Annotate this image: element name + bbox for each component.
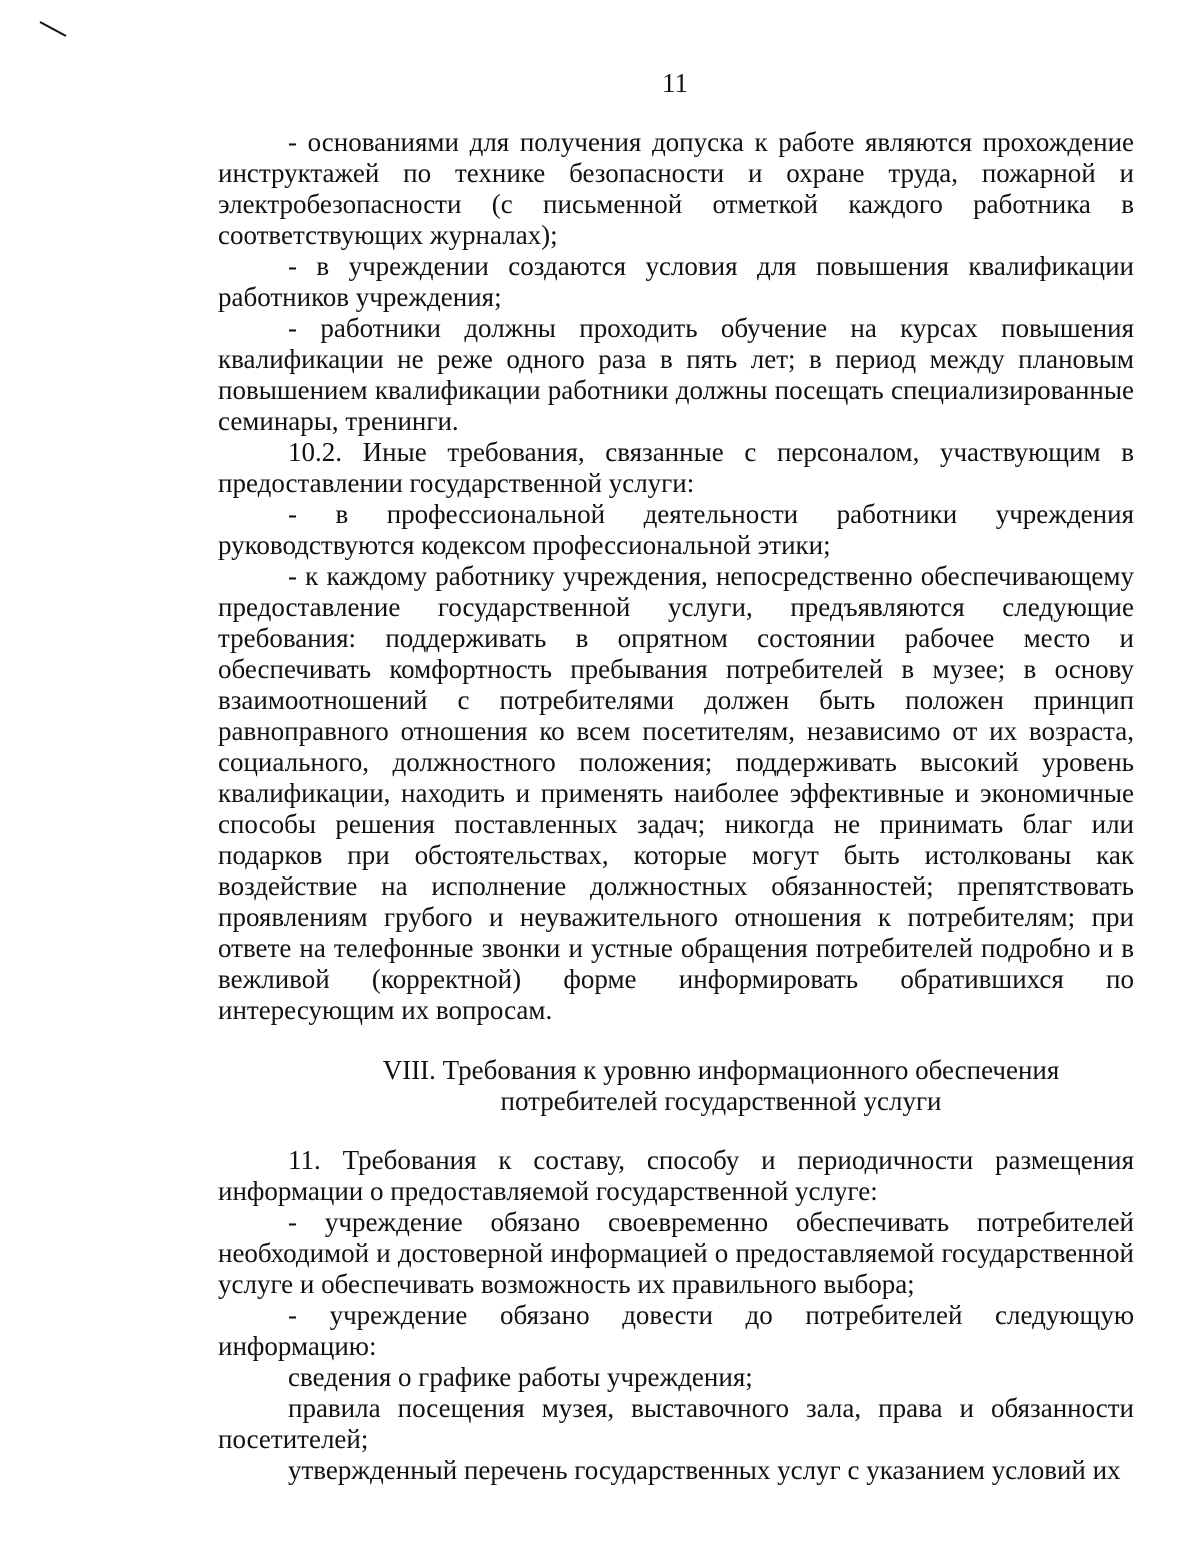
paragraph: 10.2. Иные требования, связанные с персоналом, участвующим в предоставлении государственной услуги: xyxy=(218,437,1134,498)
scan-mark-stroke xyxy=(38,20,68,38)
paragraph: - учреждение обязано своевременно обеспечивать потребителей необходимой и достоверной информацией о предоставляемой государственной услуге и обеспечивать возможность их правильного выбора; xyxy=(218,1207,1134,1299)
section-heading-line: VIII. Требования к уровню информационного обеспечения xyxy=(382,1055,1060,1085)
document-body xyxy=(218,127,1134,1486)
paragraph: - учреждение обязано довести до потребителей следующую информацию: xyxy=(218,1300,1134,1361)
paragraph: - к каждому работнику учреждения, непосредственно обеспечивающему предоставление государственной услуги, предъявляются следующие требования: поддерживать в опрятном состоянии рабочее место и обеспечивать комфортность пребывания потребителей в музее; в основу взаимоотношений с потребителями должен быть положен принцип равноправного отношения ко всем посетителям, независимо от их возраста, социального, должностного положения; поддерживать высокий уровень квалификации, находить и применять наиболее эффективные и экономичные способы решения поставленных задач; никогда не принимать благ или подарков при обстоятельствах, которые могут быть истолкованы как воздействие на исполнение должностных обязанностей; препятствовать проявлениям грубого и неуважительного отношения к потребителям; при ответе на телефонные звонки и устные обращения потребителей подробно и в вежливой (корректной) форме информировать обратившихся по интересующим их вопросам. xyxy=(218,561,1134,1025)
paragraph: - в профессиональной деятельности работники учреждения руководствуются кодексом профессиональной этики; xyxy=(218,499,1134,560)
paragraph: - работники должны проходить обучение на курсах повышения квалификации не реже одного раза в пять лет; в период между плановым повышением квалификации работники должны посещать специализированные семинары, тренинги. xyxy=(218,313,1134,436)
paragraph: правила посещения музея, выставочного зала, права и обязанности посетителей; xyxy=(218,1393,1134,1454)
section-heading-line: потребителей государственной услуги xyxy=(500,1086,942,1116)
paragraph: 11. Требования к составу, способу и периодичности размещения информации о предоставляемой государственной услуге: xyxy=(218,1145,1134,1206)
page-number: 11 xyxy=(662,68,688,98)
paragraph: сведения о графике работы учреждения; xyxy=(288,1362,753,1392)
paragraph: - в учреждении создаются условия для повышения квалификации работников учреждения; xyxy=(218,251,1134,312)
paragraph: утвержденный перечень государственных услуг с указанием условий их xyxy=(288,1455,1121,1485)
section-heading xyxy=(218,1055,1134,1117)
paragraph: - основаниями для получения допуска к работе являются прохождение инструктажей по технике безопасности и охране труда, пожарной и электробезопасности (с письменной отметкой каждого работника в соответствующих журналах); xyxy=(218,127,1134,250)
